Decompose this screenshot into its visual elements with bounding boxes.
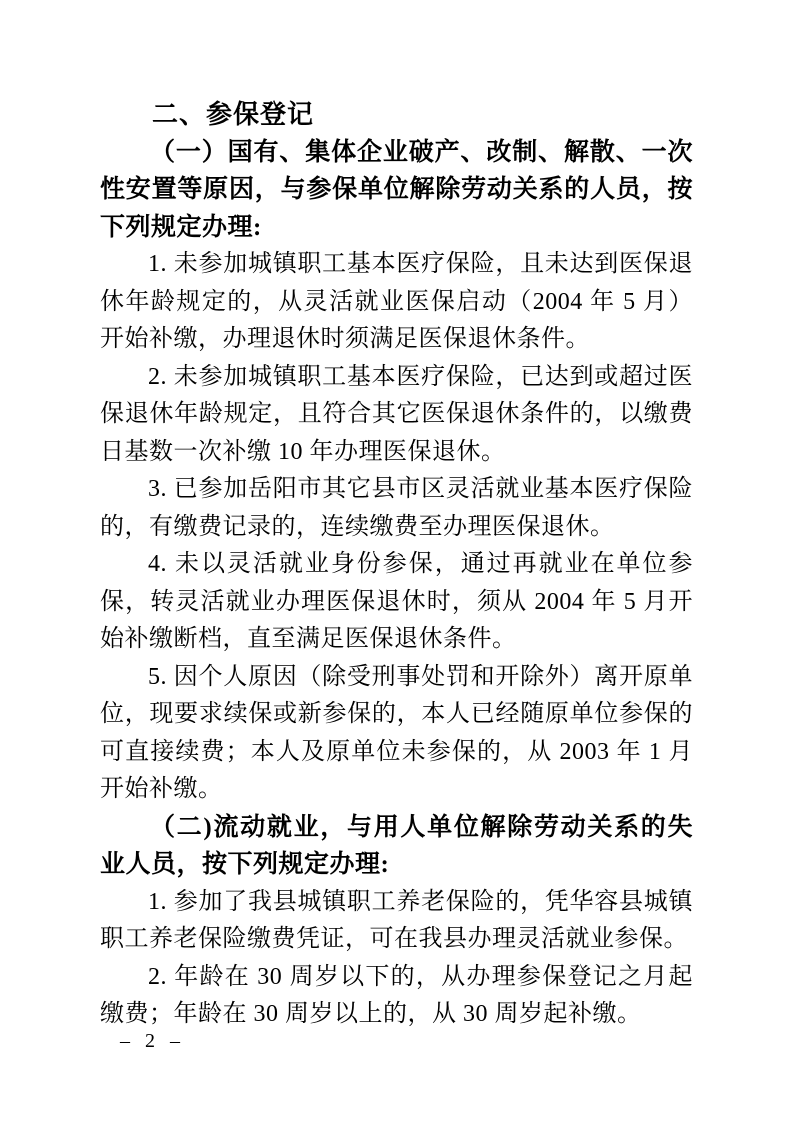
subsection-1-heading: （一）国有、集体企业破产、改制、解散、一次性安置等原因，与参保单位解除劳动关系的人员，按下列规定办理: — [100, 138, 693, 241]
subsection-1-item-4: 4. 未以灵活就业身份参保，通过再就业在单位参保，转灵活就业办理医保退休时，须从 2004 年 5 月开始补缴断档，直至满足医保退休条件。 — [100, 551, 693, 652]
subsection-2-heading: （二)流动就业，与用人单位解除劳动关系的失业人员，按下列规定办理: — [100, 813, 693, 878]
document-body — [100, 96, 693, 1034]
section-heading: 二、参保登记 — [152, 100, 315, 129]
subsection-1-item-2: 2. 未参加城镇职工基本医疗保险，已达到或超过医保退休年龄规定，且符合其它医保退休条件的，以缴费日基数一次补缴 10 年办理医保退休。 — [100, 363, 693, 465]
subsection-2-item-2: 2. 年龄在 30 周岁以下的，从办理参保登记之月起缴费；年龄在 30 周岁以上的，从 30 周岁起补缴。 — [100, 963, 693, 1027]
subsection-1-item-1: 1. 未参加城镇职工基本医疗保险，且未达到医保退休年龄规定的，从灵活就业医保启动（2004 年 5 月）开始补缴，办理退休时须满足医保退休条件。 — [100, 251, 693, 352]
subsection-2-item-1: 1. 参加了我县城镇职工养老保险的，凭华容县城镇职工养老保险缴费凭证，可在我县办理灵活就业参保。 — [100, 888, 693, 952]
subsection-1-item-5: 5. 因个人原因（除受刑事处罚和开除外）离开原单位，现要求续保或新参保的，本人已经随原单位参保的可直接续费；本人及原单位未参保的，从 2003 年 1 月开始补缴。 — [100, 663, 693, 802]
subsection-1-item-3: 3. 已参加岳阳市其它县市区灵活就业基本医疗保险的，有缴费记录的，连续缴费至办理医保退休。 — [100, 476, 693, 540]
page-number: – 2 – — [120, 1030, 185, 1052]
